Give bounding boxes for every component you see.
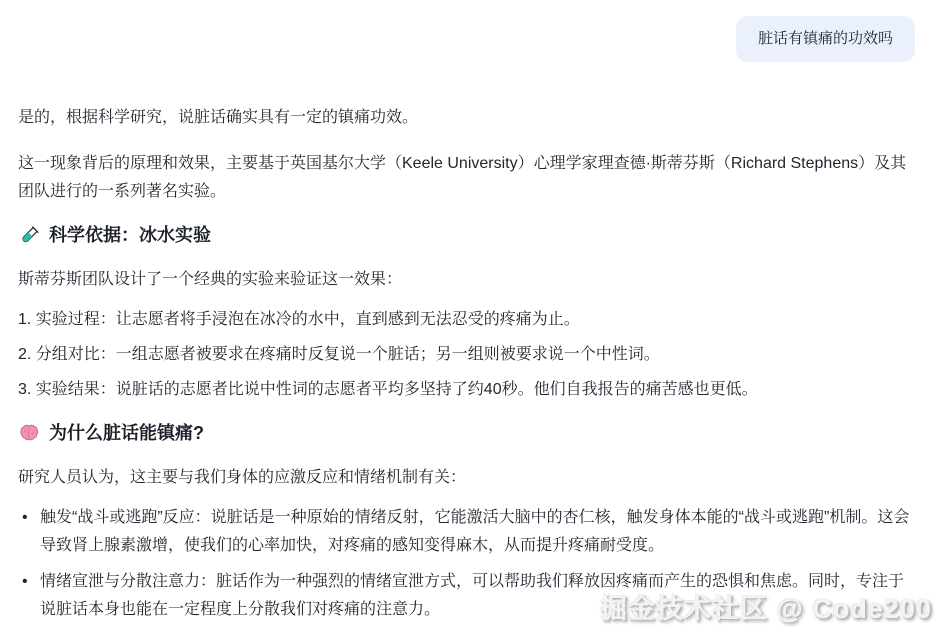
answer-paragraph-1: 是的，根据科学研究，说脏话确实具有一定的镇痛功效。 — [18, 109, 419, 126]
section1-lead: 斯蒂芬斯团队设计了一个经典的实验来验证这一效果： — [18, 271, 403, 288]
user-message-text: 脏话有镇痛的功效吗 — [757, 30, 893, 47]
bullet-marker: • — [22, 573, 28, 590]
list-item: 2. 分组对比：一组志愿者被要求在疼痛时反复说一个脏话；另一组则被要求说一个中性词。 — [18, 346, 660, 363]
section-title: 为什么脏话能镇痛? — [49, 423, 204, 443]
list-item-text: 触发“战斗或逃跑”反应：说脏话是一种原始的情绪反射，它能激活大脑中的杏仁核，触发身体本能的“战斗或逃跑”机制。这会导致肾上腺素激增，使我们的心率加快，对疼痛的感知变得麻木，从而提升疼痛耐受度。 — [40, 509, 910, 554]
test-tube-icon — [18, 224, 40, 246]
assistant-response — [18, 104, 914, 624]
user-message-bubble — [736, 16, 915, 62]
list-item: 3. 实验结果：说脏话的志愿者比说中性词的志愿者平均多坚持了约40秒。他们自我报告的痛苦感也更低。 — [18, 381, 758, 398]
watermark: 掘金技术社区 @ Code200 — [600, 594, 932, 624]
section-heading-why — [18, 420, 914, 446]
section2-lead: 研究人员认为，这主要与我们身体的应激反应和情绪机制有关： — [18, 469, 467, 486]
answer-paragraph-2: 这一现象背后的原理和效果，主要基于英国基尔大学（Keele University）心理学家理查德·斯蒂芬斯（Richard Stephens）及其团队进行的一系列著名实验。 — [18, 155, 907, 200]
experiment-steps-list — [18, 306, 914, 404]
section-title: 科学依据：冰水实验 — [49, 225, 211, 245]
bullet-marker: • — [22, 509, 28, 526]
list-item: 1. 实验过程：让志愿者将手浸泡在冰冷的水中，直到感到无法忍受的疼痛为止。 — [18, 311, 580, 328]
section-heading-science — [18, 222, 914, 248]
brain-icon — [18, 422, 40, 444]
list-item — [18, 504, 914, 560]
list-item-text: 情绪宣泄与分散注意力：脏话作为一种强烈的情绪宣泄方式，可以帮助我们释放因疼痛而产生的恐惧和焦虑。同时，专注于说脏话本身也能在一定程度上分散我们对疼痛的注意力。 — [40, 573, 905, 618]
